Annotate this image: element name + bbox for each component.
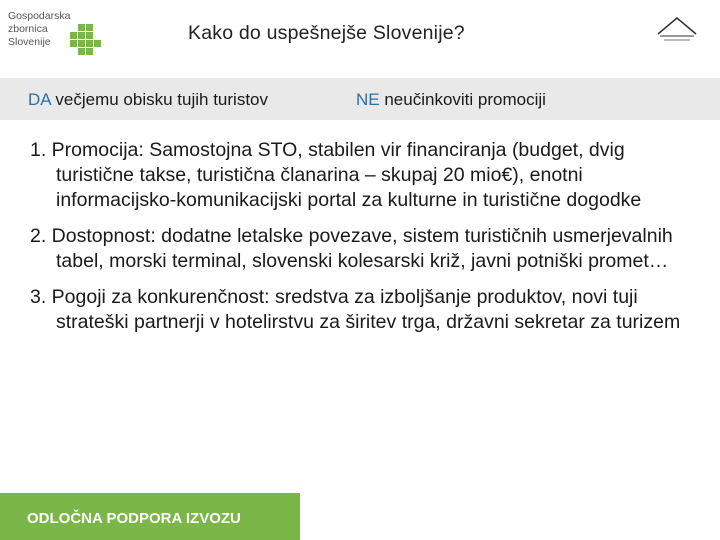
no-text: neučinkoviti promociji [379, 90, 546, 109]
page-title: Kako do uspešnejše Slovenije? [188, 22, 465, 44]
list-item: 3. Pogoji za konkurenčnost: sredstva za izboljšanje produktov, novi tuji strateški partnerji v hotelirstvu za širitev trga, državni sekretar za turizem [30, 286, 681, 333]
banner-no [356, 90, 546, 110]
yes-keyword: DA [28, 90, 51, 109]
logo-text [8, 10, 70, 49]
chamber-logo [8, 10, 108, 60]
logo-line-2: zbornica [8, 23, 48, 35]
measures-list [30, 138, 700, 346]
logo-grid-icon [70, 24, 100, 56]
logo-line-1: Gospodarska [8, 10, 71, 22]
no-keyword: NE [356, 90, 380, 109]
logo-line-3: Slovenije [8, 36, 51, 48]
list-item: 1. Promocija: Samostojna STO, stabilen vir financiranja (budget, dvig turistične takse, turistična članarina – skupaj 20 mio€), enotni informacijsko-komunikacijski portal za kulturne in turistične dogodke [30, 139, 642, 211]
partner-logo-icon [654, 12, 700, 46]
footer-text: ODLOČNA PODPORA IZVOZU [27, 510, 241, 527]
comparison-banner [0, 78, 720, 120]
list-item: 2. Dostopnost: dodatne letalske povezave, sistem turističnih usmerjevalnih tabel, morski terminal, slovenski kolesarski križ, javni potniški promet… [30, 225, 673, 272]
footer-bar [0, 493, 300, 540]
banner-yes [28, 90, 268, 110]
yes-text: večjemu obisku tujih turistov [50, 90, 269, 109]
